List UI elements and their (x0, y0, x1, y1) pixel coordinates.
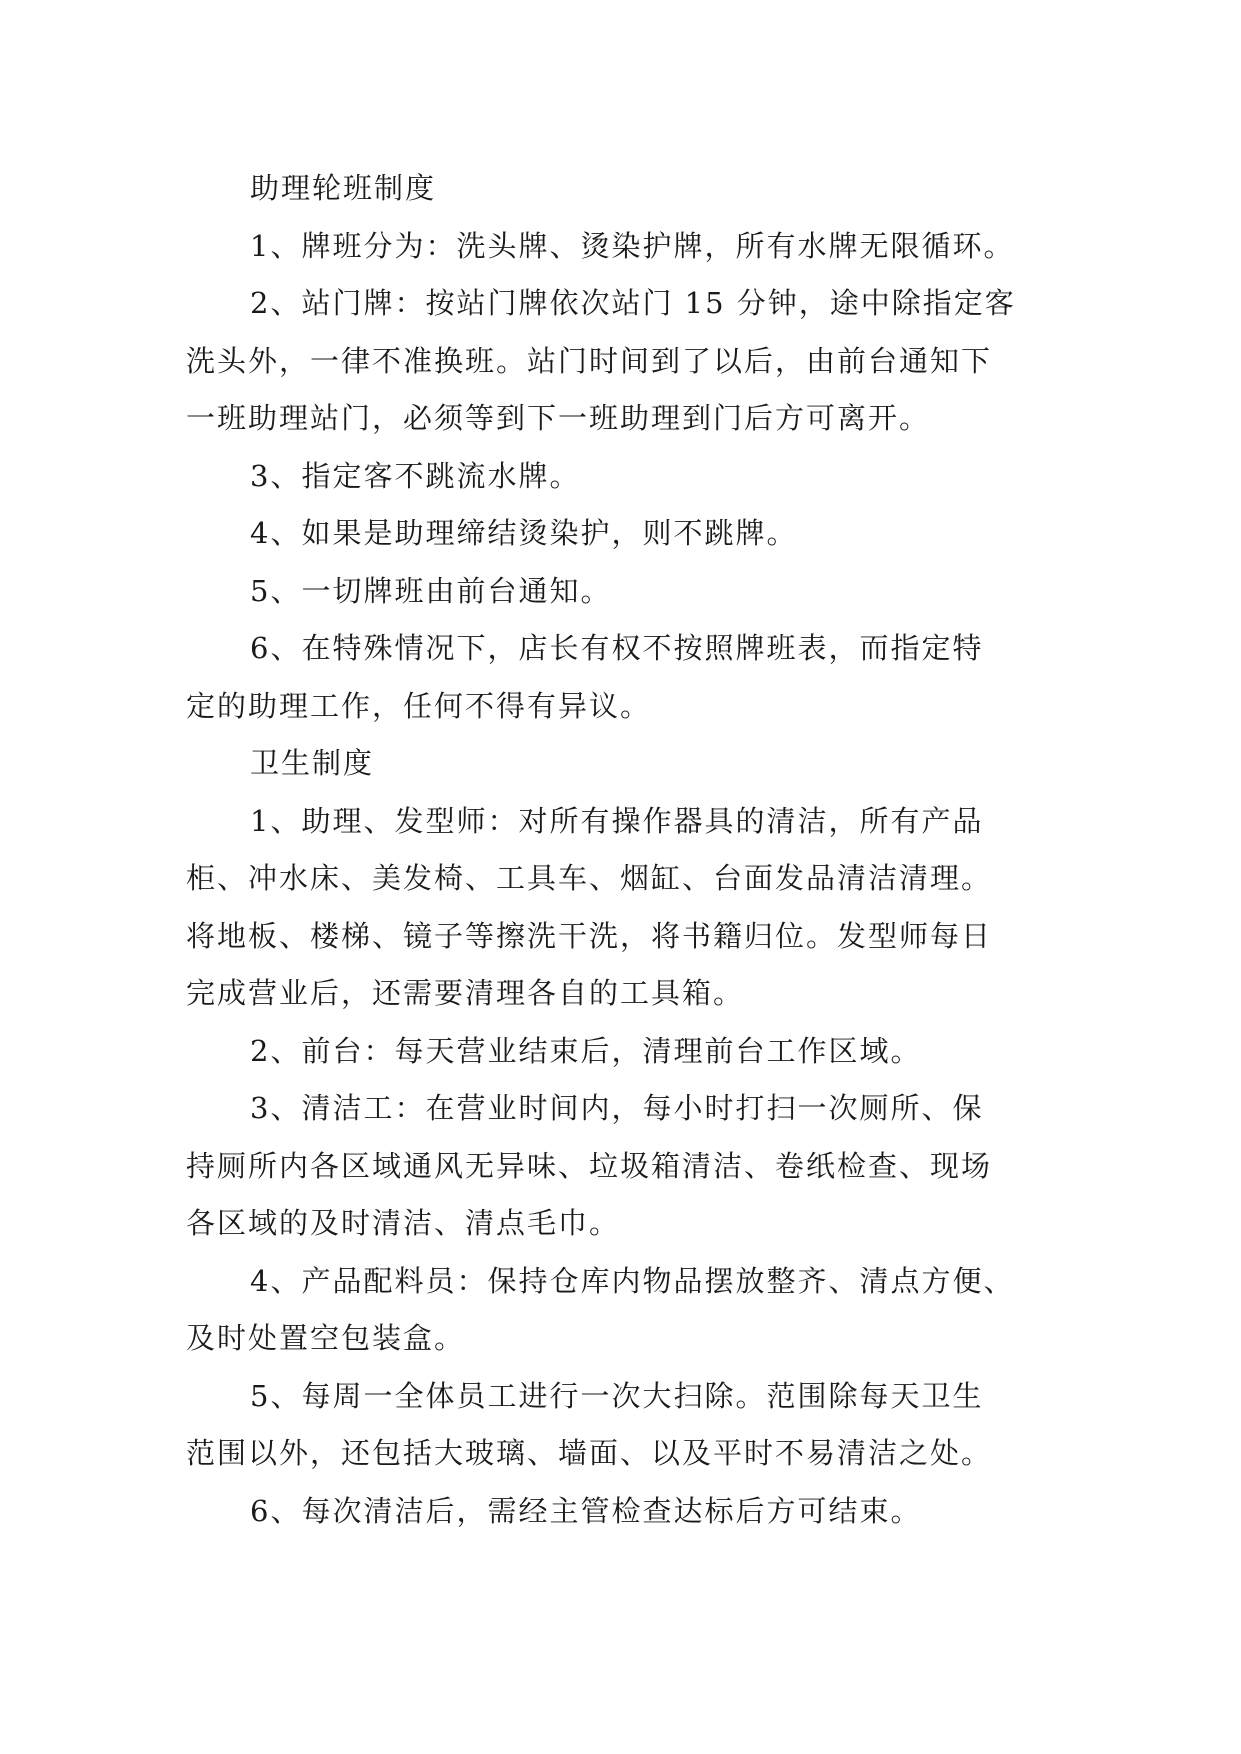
paragraph-line: 2、站门牌：按站门牌依次站门 15 分钟，途中除指定客 (250, 286, 1016, 320)
paragraph-line: 2、前台：每天营业结束后，清理前台工作区域。 (250, 1033, 922, 1068)
section-heading-shift-rules: 助理轮班制度 (250, 171, 437, 205)
paragraph-line: 及时处置空包装盒。 (186, 1321, 466, 1355)
paragraph-line: 将地板、楼梯、镜子等擦洗干洗，将书籍归位。发型师每日 (186, 918, 993, 953)
paragraph-line: 1、牌班分为：洗头牌、烫染护牌，所有水牌无限循环。 (250, 228, 1015, 263)
paragraph-line: 5、一切牌班由前台通知。 (250, 573, 612, 608)
paragraph-line: 洗头外，一律不准换班。站门时间到了以后，由前台通知下 (186, 343, 993, 378)
paragraph-line: 定的助理工作，任何不得有异议。 (186, 688, 652, 723)
paragraph-line: 柜、冲水床、美发椅、工具车、烟缸、台面发品清洁清理。 (186, 861, 993, 895)
paragraph-line: 1、助理、发型师：对所有操作器具的清洁，所有产品 (250, 803, 984, 838)
paragraph-line: 5、每周一全体员工进行一次大扫除。范围除每天卫生 (250, 1378, 984, 1413)
paragraph-line: 4、产品配料员：保持仓库内物品摆放整齐、清点方便、 (250, 1263, 1015, 1298)
paragraph-line: 4、如果是助理缔结烫染护，则不跳牌。 (250, 516, 798, 550)
paragraph-line: 6、每次清洁后，需经主管检查达标后方可结束。 (250, 1493, 922, 1528)
paragraph-line: 范围以外，还包括大玻璃、墙面、以及平时不易清洁之处。 (186, 1436, 993, 1470)
paragraph-line: 一班助理站门，必须等到下一班助理到门后方可离开。 (186, 401, 931, 435)
paragraph-line: 3、指定客不跳流水牌。 (250, 458, 581, 493)
section-heading-hygiene-rules: 卫生制度 (250, 746, 375, 780)
paragraph-line: 完成营业后，还需要清理各自的工具箱。 (186, 976, 745, 1010)
paragraph-line: 6、在特殊情况下，店长有权不按照牌班表，而指定特 (250, 631, 984, 665)
paragraph-line: 持厕所内各区域通风无异味、垃圾箱清洁、卷纸检查、现场 (186, 1148, 993, 1183)
paragraph-line: 各区域的及时清洁、清点毛巾。 (186, 1206, 621, 1240)
document-body (186, 160, 1066, 1540)
paragraph-line: 3、清洁工：在营业时间内，每小时打扫一次厕所、保 (250, 1091, 984, 1125)
